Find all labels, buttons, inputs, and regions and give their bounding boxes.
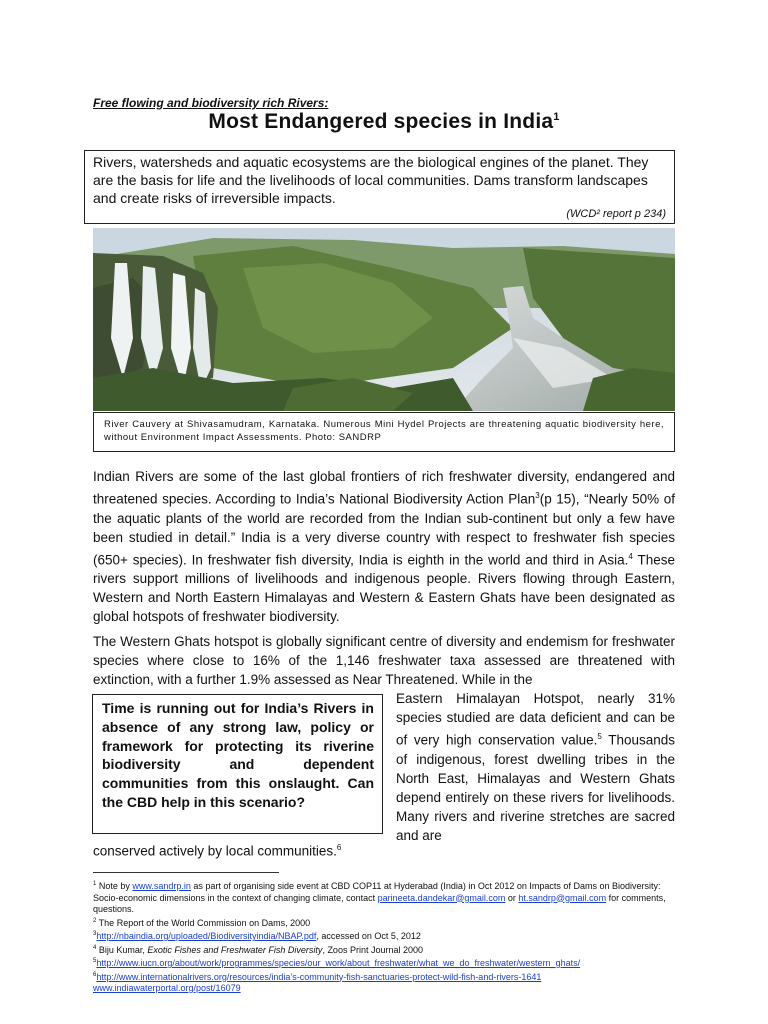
footnote-ref-4[interactable]: 4 xyxy=(628,551,633,561)
link-india-water-portal[interactable]: www.indiawaterportal.org/post/16079 xyxy=(93,983,241,993)
footnote-3-number: 3 xyxy=(93,931,97,937)
p1-text-a: Indian Rivers are some of the last global frontiers of rich freshwater diversity, endangered and threatened species. According to India’s National Biodiversity Action Plan xyxy=(93,469,675,507)
footnote-ref-5[interactable]: 5 xyxy=(597,732,602,741)
footnote-1-text-b: as part of organising side event at CBD COP11 at Hyderabad (India) in Oct 2012 on Impacts of Dams on Biodiversity: Socio-economic dimensions in the context of changing climate, contact xyxy=(93,881,661,903)
quote-text: Rivers, watersheds and aquatic ecosystems are the biological engines of the planet. They are the basis for life and the livelihoods of local communities. Dams transform landscapes and create risks of irreversible impacts. xyxy=(93,154,649,206)
footnote-5 xyxy=(93,956,675,970)
page-title-text: Most Endangered species in India xyxy=(208,110,554,133)
link-sandrp[interactable]: www.sandrp.in xyxy=(132,881,191,891)
link-email-parineeta[interactable]: parineeta.dandekar@gmail.com xyxy=(377,892,506,903)
title-footnote-ref[interactable]: 1 xyxy=(553,111,560,123)
footnote-1-text-c: or xyxy=(505,892,519,903)
tail-text: conserved actively by local communities. xyxy=(93,843,337,859)
footnote-3 xyxy=(93,929,675,943)
paragraph-tail xyxy=(93,838,341,861)
quote-citation: (WCD² report p 234) xyxy=(566,208,666,220)
river-photo-illustration xyxy=(93,228,675,411)
link-email-sandrp[interactable]: ht.sandrp@gmail.com xyxy=(518,892,607,903)
footnote-4-italic: Exotic Fishes and Freshwater Fish Diversity xyxy=(147,944,323,955)
footnote-1-text-d: for comments, questions. xyxy=(93,892,666,914)
footnote-1-text-a: Note by xyxy=(96,881,133,891)
section-kicker: Free flowing and biodiversity rich Rivers: xyxy=(93,96,329,110)
link-international-rivers[interactable]: http://www.internationalrivers.org/resources/india’s-community-fish-sanctuaries-protect-wild-fish-and-rivers-1641 xyxy=(96,971,542,982)
footnotes xyxy=(93,879,675,995)
page-title xyxy=(93,110,675,134)
paragraph-eastern-himalaya xyxy=(396,689,675,845)
footnote-ref-6[interactable]: 6 xyxy=(336,843,342,852)
footnote-4 xyxy=(93,943,675,957)
footnote-2-number: 2 xyxy=(93,917,97,924)
footnote-5-number: 5 xyxy=(93,958,97,964)
footnote-2 xyxy=(93,916,675,930)
river-photo xyxy=(93,228,675,411)
footnote-7 xyxy=(93,983,675,995)
footnote-ref-3[interactable]: 3 xyxy=(535,491,540,500)
callout-box: Time is running out for India’s Rivers in absence of any strong law, policy or framework for protecting its riverine biodiversity and dependent communities from this onslaught. Can the CBD help in this scenario? xyxy=(92,694,383,834)
footnote-3-text: , accessed on Oct 5, 2012 xyxy=(316,931,421,941)
link-iucn[interactable]: http://www.iucn.org/about/work/programmes/species/our_work/about_freshwater/what_we_do_freshwater/western_ghats/ xyxy=(96,958,581,968)
footnote-4-number: 4 xyxy=(93,944,97,951)
link-nbap[interactable]: http://nbaindia.org/uploaded/Biodiversityindia/NBAP.pdf xyxy=(96,931,317,941)
right-text-a: Eastern Himalayan Hotspot, nearly 31% species studied are data deficient and can be of very high conservation value. xyxy=(396,691,675,748)
right-text-b: Thousands of indigenous, forest dwelling tribes in the North East, Himalayas and Western Ghats depend entirely on these rivers for livelihoods. Many rivers and riverine stretches are sacred and are xyxy=(396,732,675,843)
footnote-1-number: 1 xyxy=(93,881,97,887)
footnote-4-text-b: , Zoos Print Journal 2000 xyxy=(322,944,423,955)
photo-caption: River Cauvery at Shivasamudram, Karnataka. Numerous Mini Hydel Projects are threatening aquatic biodiversity here, without Environment Impact Assessments. Photo: SANDRP xyxy=(93,412,675,452)
p1-text-c: These rivers support millions of livelihoods and indigenous people. Rivers flowing through Eastern, Western and North Eastern Himalayas and Western & Eastern Ghats have been designated as global hotspots of freshwater biodiversity. xyxy=(93,552,676,624)
paragraph-rivers-diversity xyxy=(93,467,675,626)
footnote-6 xyxy=(93,970,675,984)
footnote-2-text: The Report of the World Commission on Dams, 2000 xyxy=(96,917,311,928)
footnote-6-number: 6 xyxy=(93,971,97,978)
p1-text-b: (p 15), “Nearly 50% of the aquatic plants of the world are recorded from the Indian sub-continent but only a few have been studied in detail.” India is a very diverse country with respect to freshwater fish species (650+ species). In freshwater fish diversity, India is eighth in the world and third in Asia. xyxy=(93,491,675,567)
quote-box xyxy=(84,150,675,224)
footnote-4-text-a: Biju Kumar, xyxy=(96,944,148,955)
footnote-divider xyxy=(93,872,279,873)
paragraph-western-ghats: The Western Ghats hotspot is globally significant centre of diversity and endemism for freshwater species where close to 16% of the 1,146 freshwater taxa assessed are threatened with extinction, with a further 1.9% assessed as Near Threatened. While in the xyxy=(93,634,675,687)
footnote-1 xyxy=(93,879,675,916)
